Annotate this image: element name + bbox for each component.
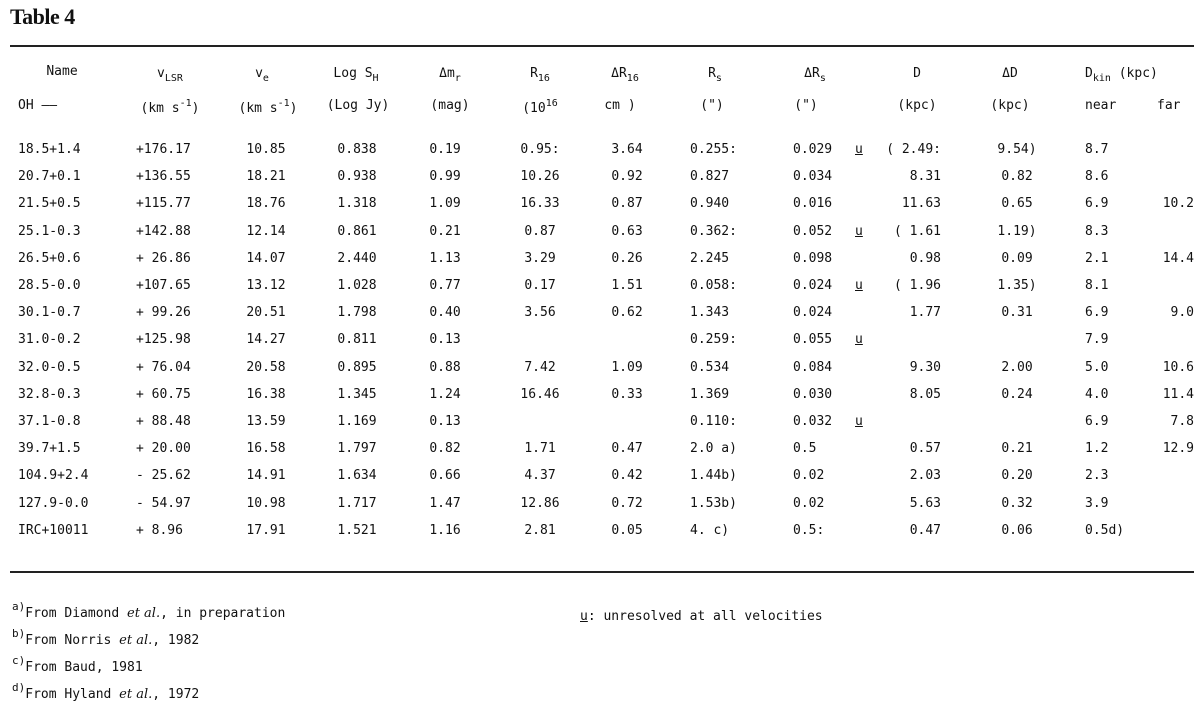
cell-d: 1.77 <box>909 305 941 321</box>
cell-drs: 0.02 <box>793 468 825 484</box>
cell-u: u <box>855 278 863 293</box>
cell-name: 37.1-0.8 <box>18 414 81 429</box>
cell-dr16: 0.42 <box>611 468 643 484</box>
cell-name: 32.8-0.3 <box>18 386 81 402</box>
cell-name: 31.0-0.2 <box>18 332 81 348</box>
cell-rs: 0.110: <box>690 414 737 429</box>
cell-d: 9.30 <box>909 359 941 375</box>
cell-d: 11.63 <box>901 196 941 212</box>
cell-ve: 16.58 <box>246 441 286 457</box>
header-vlsr: $v_{LSR}$ <box>157 66 183 84</box>
cell-vlsr: +125.98 <box>136 332 191 348</box>
cell-dd: 0.32 <box>1001 495 1033 511</box>
cell-ve: 10.85 <box>246 142 286 157</box>
cell-name: 18.5+1.4 <box>18 142 81 157</box>
header-dmr: $\Delta m_r$ <box>439 66 461 84</box>
cell-near: 3.9 <box>1085 495 1109 511</box>
cell-dd: 0.82 <box>1001 169 1033 185</box>
cell-vlsr: + 76.04 <box>136 359 191 375</box>
cell-vlsr: + 88.48 <box>136 414 191 429</box>
cell-ve: 14.91 <box>246 468 286 484</box>
cell-rs: 0.827 <box>690 169 730 185</box>
cell-rs: 0.940 <box>690 196 730 212</box>
cell-d: 8.05 <box>909 386 941 402</box>
cell-far: 10.6 <box>1162 359 1194 375</box>
cell-r16: 10.26 <box>520 169 560 185</box>
cell-far: 12.9 <box>1162 441 1194 457</box>
cell-near: 2.3 <box>1085 468 1109 484</box>
cell-dr16: 0.72 <box>611 495 643 511</box>
cell-ve: 14.27 <box>246 332 286 348</box>
cell-dd: 0.21 <box>1001 441 1033 457</box>
cell-r16: 4.37 <box>524 468 556 484</box>
cell-ve: 13.59 <box>246 414 286 429</box>
cell-rs: 1.369 <box>690 386 730 402</box>
header-rs-unit: (") <box>700 98 724 113</box>
cell-dmr: 0.13 <box>429 332 461 348</box>
cell-dd: 0.65 <box>1001 196 1033 212</box>
cell-near: 8.1 <box>1085 278 1109 293</box>
cell-d: ( 1.96 <box>894 278 941 293</box>
cell-ve: 20.51 <box>246 305 286 321</box>
cell-far: 14.4 <box>1162 250 1194 266</box>
cell-dr16: 0.87 <box>611 196 643 212</box>
table-title: Table 4 <box>10 4 75 29</box>
cell-name: 21.5+0.5 <box>18 196 81 212</box>
cell-far: 11.4 <box>1162 386 1194 402</box>
cell-vlsr: + 8.96 <box>136 522 183 538</box>
header-far: far <box>1157 98 1181 113</box>
cell-dd: 0.24 <box>1001 386 1033 402</box>
cell-dmr: 1.13 <box>429 250 461 266</box>
cell-rs: 1.53b) <box>690 495 737 511</box>
header-d: D <box>913 66 921 81</box>
cell-dmr: 1.16 <box>429 522 461 538</box>
cell-vlsr: - 54.97 <box>136 495 191 511</box>
top-rule <box>10 45 1194 47</box>
cell-rs: 0.259: <box>690 332 737 348</box>
cell-logsh: 0.938 <box>337 169 377 185</box>
cell-r16: 16.46 <box>520 386 560 402</box>
cell-name: 32.0-0.5 <box>18 359 81 375</box>
cell-far: 7.8 <box>1170 414 1194 429</box>
cell-near: 5.0 <box>1085 359 1109 375</box>
cell-ve: 17.91 <box>246 522 286 538</box>
cell-d: ( 1.61 <box>894 223 941 239</box>
header-vlsr-unit: (km $s^{-1}$) <box>140 98 200 116</box>
cell-near: 0.5d) <box>1085 522 1125 538</box>
cell-u: u <box>855 142 863 157</box>
cell-dmr: 0.40 <box>429 305 461 321</box>
cell-near: 8.7 <box>1085 142 1109 157</box>
cell-logsh: 1.169 <box>337 414 377 429</box>
cell-r16: 3.56 <box>524 305 556 321</box>
cell-vlsr: + 26.86 <box>136 250 191 266</box>
cell-logsh: 1.717 <box>337 495 377 511</box>
header-rs: $R_s$ <box>708 66 722 84</box>
cell-name: 30.1-0.7 <box>18 305 81 321</box>
cell-dmr: 0.21 <box>429 223 461 239</box>
header-near: near <box>1085 98 1117 113</box>
cell-drs: 0.034 <box>793 169 833 185</box>
cell-dr16: 0.63 <box>611 223 643 239</box>
cell-drs: 0.030 <box>793 386 833 402</box>
cell-drs: 0.024 <box>793 278 833 293</box>
cell-dr16: 0.62 <box>611 305 643 321</box>
cell-dd: 1.19) <box>997 223 1037 239</box>
header-dr16: $\Delta R_{16}$ <box>611 66 639 84</box>
header-ve-unit: (km $s^{-1}$) <box>238 98 298 116</box>
header-d-unit: (kpc) <box>897 98 937 113</box>
cell-ve: 16.38 <box>246 386 286 402</box>
cell-ve: 14.07 <box>246 250 286 266</box>
cell-near: 2.1 <box>1085 250 1109 266</box>
cell-dmr: 0.66 <box>429 468 461 484</box>
cell-drs: 0.032 <box>793 414 833 429</box>
cell-dmr: 0.88 <box>429 359 461 375</box>
cell-rs: 0.534 <box>690 359 730 375</box>
cell-dr16: 3.64 <box>611 142 643 157</box>
cell-d: 0.98 <box>909 250 941 266</box>
cell-name: 127.9-0.0 <box>18 495 89 511</box>
cell-r16: 0.95: <box>520 142 560 157</box>
cell-logsh: 0.811 <box>337 332 377 348</box>
cell-logsh: 1.797 <box>337 441 377 457</box>
cell-rs: 0.255: <box>690 142 737 157</box>
cell-rs: 1.44b) <box>690 468 737 484</box>
bottom-rule <box>10 571 1194 573</box>
cell-name: 28.5-0.0 <box>18 278 81 293</box>
header-drs-unit: (") <box>794 98 818 113</box>
cell-r16: 3.29 <box>524 250 556 266</box>
header-logsh-unit: (Log Jy) <box>326 98 390 113</box>
cell-logsh: 1.318 <box>337 196 377 212</box>
cell-dd: 0.09 <box>1001 250 1033 266</box>
cell-logsh: 1.521 <box>337 522 377 538</box>
cell-logsh: 2.440 <box>337 250 377 266</box>
header-drs: $\Delta R_s$ <box>804 66 826 84</box>
cell-dr16: 0.26 <box>611 250 643 266</box>
cell-name: 39.7+1.5 <box>18 441 81 457</box>
footnote: $^{a)}$From Diamond et al., in preparation <box>12 600 286 621</box>
cell-rs: 4. c) <box>690 522 730 538</box>
cell-rs: 2.0 a) <box>690 441 737 457</box>
cell-drs: 0.5: <box>793 522 825 538</box>
cell-name: 20.7+0.1 <box>18 169 81 185</box>
cell-dmr: 0.13 <box>429 414 461 429</box>
cell-r16: 0.17 <box>524 278 556 293</box>
cell-d: 5.63 <box>909 495 941 511</box>
header-dr16-unit: cm ) <box>604 98 636 113</box>
cell-near: 6.9 <box>1085 414 1109 429</box>
cell-near: 4.0 <box>1085 386 1109 402</box>
cell-dd: 2.00 <box>1001 359 1033 375</box>
cell-drs: 0.02 <box>793 495 825 511</box>
header-r16-unit: ($10^{16}$ <box>522 98 558 116</box>
cell-d: 8.31 <box>909 169 941 185</box>
cell-dr16: 1.09 <box>611 359 643 375</box>
cell-dmr: 1.47 <box>429 495 461 511</box>
cell-vlsr: +107.65 <box>136 278 191 293</box>
cell-rs: 0.362: <box>690 223 737 239</box>
cell-vlsr: + 99.26 <box>136 305 191 321</box>
cell-vlsr: + 20.00 <box>136 441 191 457</box>
cell-dmr: 1.24 <box>429 386 461 402</box>
cell-drs: 0.029 <box>793 142 833 157</box>
cell-drs: 0.055 <box>793 332 833 348</box>
cell-near: 8.6 <box>1085 169 1109 185</box>
cell-logsh: 1.634 <box>337 468 377 484</box>
footnote: $^{b)}$From Norris et al., 1982 <box>12 627 200 648</box>
cell-name: 25.1-0.3 <box>18 223 81 239</box>
cell-dd: 0.06 <box>1001 522 1033 538</box>
cell-r16: 12.86 <box>520 495 560 511</box>
cell-near: 7.9 <box>1085 332 1109 348</box>
cell-logsh: 1.345 <box>337 386 377 402</box>
cell-logsh: 0.895 <box>337 359 377 375</box>
cell-d: 0.57 <box>909 441 941 457</box>
cell-drs: 0.024 <box>793 305 833 321</box>
cell-dmr: 0.99 <box>429 169 461 185</box>
cell-drs: 0.016 <box>793 196 833 212</box>
cell-near: 6.9 <box>1085 305 1109 321</box>
cell-vlsr: +176.17 <box>136 142 191 157</box>
header-r16: $R_{16}$ <box>530 66 550 84</box>
cell-dd: 0.20 <box>1001 468 1033 484</box>
cell-near: 6.9 <box>1085 196 1109 212</box>
cell-vlsr: + 60.75 <box>136 386 191 402</box>
cell-logsh: 0.861 <box>337 223 377 239</box>
unresolved-legend: u: unresolved at all velocities <box>580 609 823 624</box>
cell-rs: 1.343 <box>690 305 730 321</box>
cell-r16: 1.71 <box>524 441 556 457</box>
cell-drs: 0.098 <box>793 250 833 266</box>
cell-ve: 10.98 <box>246 495 286 511</box>
cell-name: 26.5+0.6 <box>18 250 81 266</box>
footnote: $^{d)}$From Hyland et al., 1972 <box>12 681 200 702</box>
header-ve: $v_e$ <box>255 66 269 84</box>
cell-ve: 13.12 <box>246 278 286 293</box>
cell-ve: 20.58 <box>246 359 286 375</box>
header-dmr-unit: (mag) <box>430 98 470 113</box>
cell-dr16: 0.05 <box>611 522 643 538</box>
cell-d: 2.03 <box>909 468 941 484</box>
cell-drs: 0.084 <box>793 359 833 375</box>
cell-vlsr: +136.55 <box>136 169 191 185</box>
cell-dd: 1.35) <box>997 278 1037 293</box>
cell-far: 9.0 <box>1170 305 1194 321</box>
cell-logsh: 0.838 <box>337 142 377 157</box>
cell-ve: 18.21 <box>246 169 286 185</box>
cell-drs: 0.052 <box>793 223 833 239</box>
cell-name: 104.9+2.4 <box>18 468 89 484</box>
cell-dmr: 0.19 <box>429 142 461 157</box>
cell-dr16: 0.33 <box>611 386 643 402</box>
cell-dr16: 1.51 <box>611 278 643 293</box>
cell-dmr: 0.77 <box>429 278 461 293</box>
cell-u: u <box>855 332 863 348</box>
cell-name: IRC+10011 <box>18 522 89 538</box>
cell-drs: 0.5 <box>793 441 817 457</box>
cell-dr16: 0.92 <box>611 169 643 185</box>
header-name: Name <box>46 64 78 79</box>
cell-u: u <box>855 414 863 429</box>
cell-near: 1.2 <box>1085 441 1109 457</box>
cell-vlsr: - 25.62 <box>136 468 191 484</box>
cell-rs: 0.058: <box>690 278 737 293</box>
footnote: $^{c)}$From Baud, 1981 <box>12 654 143 675</box>
cell-d: ( 2.49: <box>886 142 941 157</box>
cell-dr16: 0.47 <box>611 441 643 457</box>
cell-d: 0.47 <box>909 522 941 538</box>
cell-r16: 0.87 <box>524 223 556 239</box>
cell-vlsr: +142.88 <box>136 223 191 239</box>
cell-vlsr: +115.77 <box>136 196 191 212</box>
cell-dd: 9.54) <box>997 142 1037 157</box>
cell-dd: 0.31 <box>1001 305 1033 321</box>
header-dkin: $D_{kin}$ (kpc) <box>1085 66 1158 84</box>
header-logsh: Log $S_H$ <box>333 66 379 84</box>
cell-r16: 2.81 <box>524 522 556 538</box>
cell-logsh: 1.028 <box>337 278 377 293</box>
cell-dmr: 0.82 <box>429 441 461 457</box>
cell-rs: 2.245 <box>690 250 730 266</box>
cell-far: 10.2 <box>1162 196 1194 212</box>
cell-ve: 12.14 <box>246 223 286 239</box>
header-dd: ΔD <box>1002 66 1018 81</box>
cell-logsh: 1.798 <box>337 305 377 321</box>
cell-dmr: 1.09 <box>429 196 461 212</box>
cell-u: u <box>855 223 863 239</box>
cell-ve: 18.76 <box>246 196 286 212</box>
header-oh: OH —— <box>18 98 58 113</box>
header-dd-unit: (kpc) <box>990 98 1030 113</box>
cell-r16: 16.33 <box>520 196 560 212</box>
cell-near: 8.3 <box>1085 223 1109 239</box>
cell-r16: 7.42 <box>524 359 556 375</box>
